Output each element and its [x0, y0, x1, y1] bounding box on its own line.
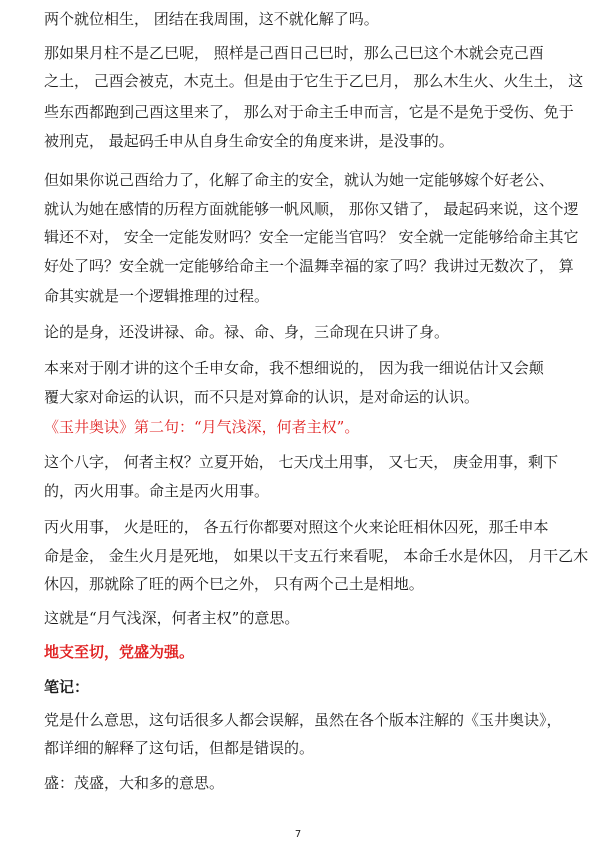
text-line: 党是什么意思，这句话很多人都会误解，虽然在各个版本注解的《玉井奥诀》，: [44, 711, 562, 729]
text-line: 辑还不对， 安全一定能发财吗？安全一定能当官吗？ 安全就一定能够给命主其它: [44, 228, 579, 246]
section-heading: 《玉井奥诀》第二句：“月气浅深，何者主权”。: [44, 418, 360, 436]
text-line: 丙火用事， 火是旺的， 各五行你都要对照这个火来论旺相休囚死，那壬申本: [44, 518, 549, 536]
text-line: 些东西都跑到己酉这里来了， 那么对于命主壬申而言，它是不是免于受伤、免于: [44, 103, 574, 121]
section-heading: 地支至切，党盛为强。: [44, 643, 195, 661]
text-line: 休囚，那就除了旺的两个巳之外， 只有两个己土是相地。: [44, 575, 424, 593]
text-line: 这就是“月气浅深，何者主权”的意思。: [44, 609, 300, 627]
text-line: 盛：茂盛，大和多的意思。: [44, 774, 225, 792]
text-line: 的，丙火用事。命主是丙火用事。: [44, 482, 270, 500]
notes-label: 笔记：: [44, 678, 90, 696]
text-line: 命其实就是一个逻辑推理的过程。: [44, 287, 270, 305]
text-line: 但如果你说己酉给力了，化解了命主的安全，就认为她一定能够嫁个好老公、: [44, 171, 555, 189]
text-line: 这个八字， 何者主权？立夏开始， 七天戊土用事， 又七天， 庚金用事，剩下: [44, 453, 559, 471]
text-line: 之土， 己酉会被克，木克土。但是由于它生于乙巳月， 那么木生火、火生土， 这: [44, 72, 584, 90]
text-line: 两个就位相生， 团结在我周围，这不就化解了吗。: [44, 10, 379, 28]
text-line: 论的是身，还没讲禄、命。禄、命、身，三命现在只讲了身。: [44, 323, 450, 341]
text-line: 被刑克， 最起码壬申从自身生命安全的角度来讲，是没事的。: [44, 132, 454, 150]
text-line: 就认为她在感情的历程方面就能够一帆风顺， 那你又错了， 最起码来说，这个逻: [44, 200, 579, 218]
text-line: 覆大家对命运的认识，而不只是对算命的认识，是对命运的认识。: [44, 388, 480, 406]
text-line: 那如果月柱不是乙巳呢， 照样是己酉日己巳时，那么己巳这个木就会克己酉: [44, 44, 544, 62]
text-line: 本来对于刚才讲的这个壬申女命，我不想细说的， 因为我一细说估计又会颠: [44, 359, 544, 377]
text-line: 都详细的解释了这句话，但都是错误的。: [44, 739, 315, 757]
text-line: 好处了吗？安全就一定能够给命主一个温舞幸福的家了吗？我讲过无数次了， 算: [44, 257, 574, 275]
text-line: 命是金， 金生火月是死地， 如果以干支五行来看呢， 本命壬水是休囚， 月干乙木: [44, 547, 589, 565]
page-number: 7: [294, 829, 302, 840]
